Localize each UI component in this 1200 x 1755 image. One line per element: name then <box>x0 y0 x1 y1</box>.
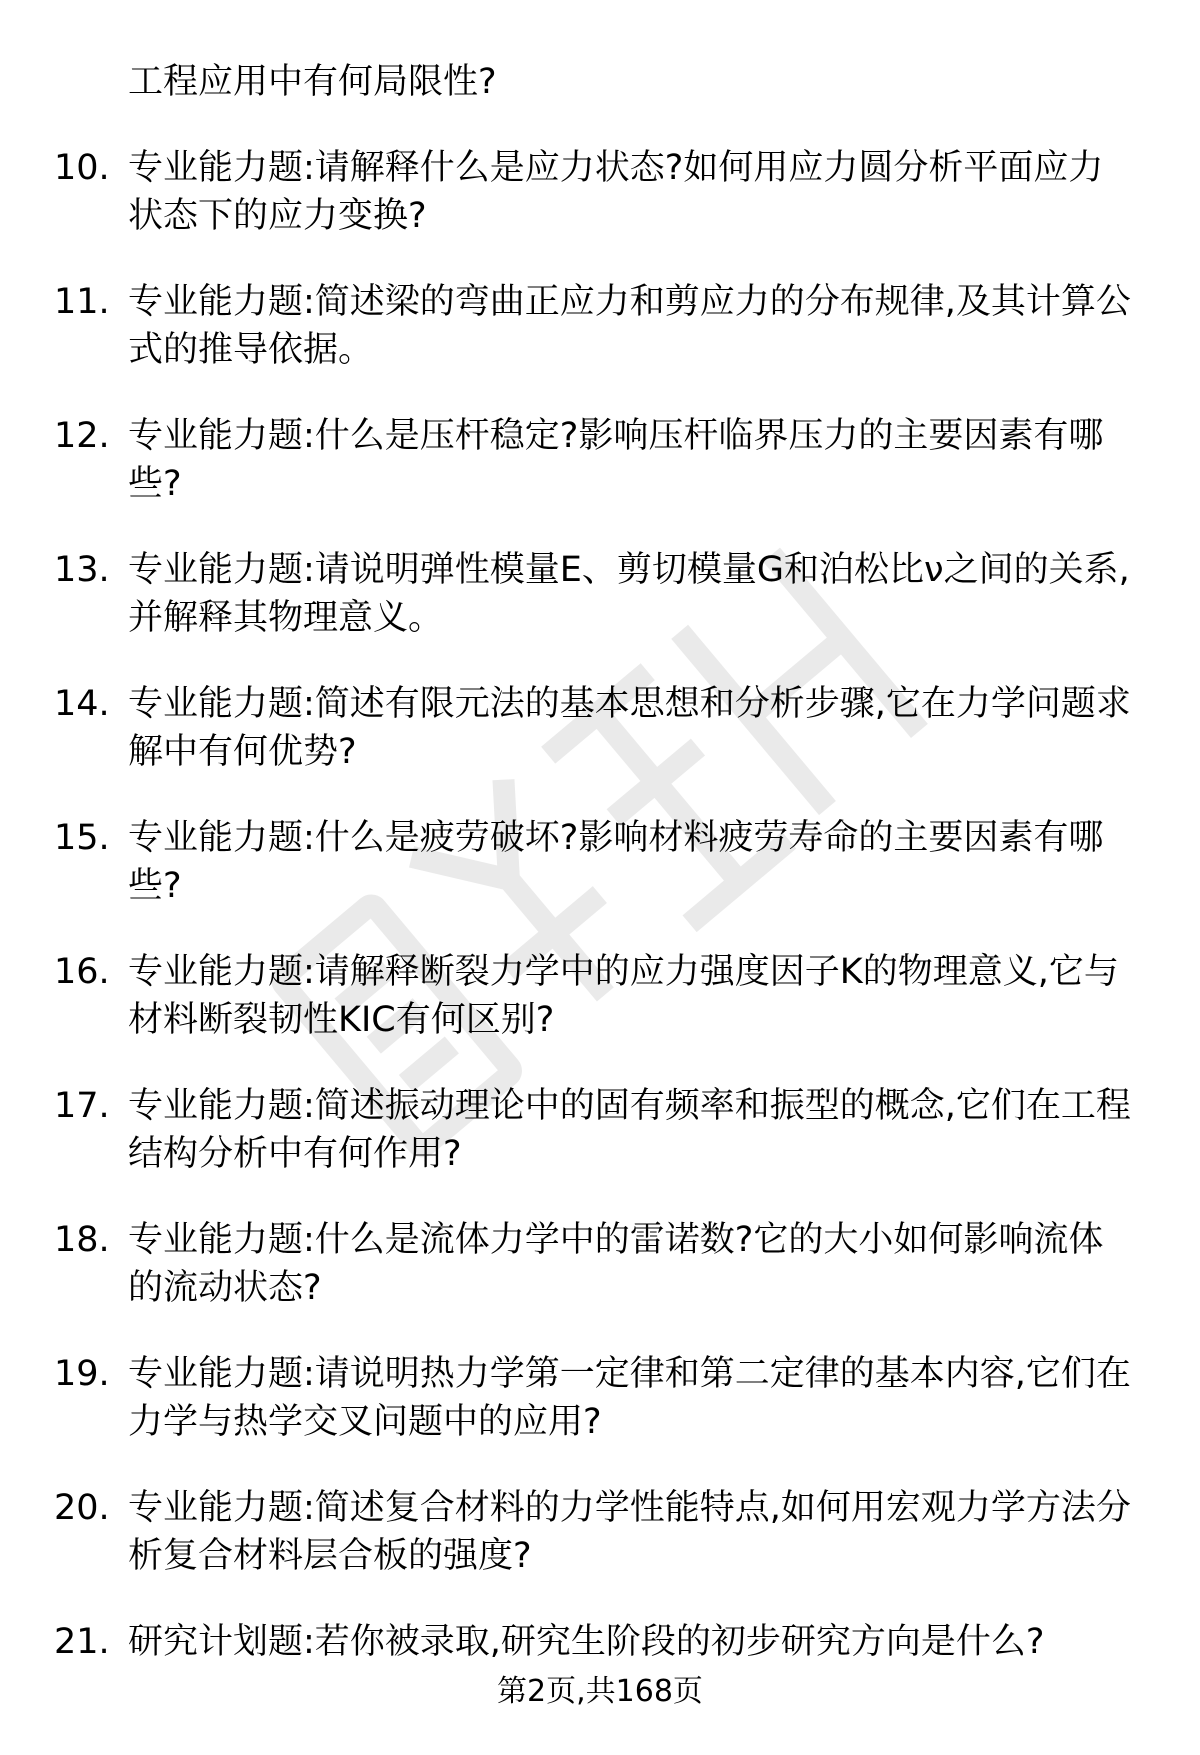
question-text: 专业能力题:请说明弹性模量E、剪切模量G和泊松比ν之间的关系,并解释其物理意义。 <box>128 550 1130 638</box>
question-text: 专业能力题:什么是疲劳破坏?影响材料疲劳寿命的主要因素有哪些? <box>128 818 1104 906</box>
question-text: 研究计划题:若你被录取,研究生阶段的初步研究方向是什么? <box>128 1622 1045 1662</box>
question-text: 专业能力题:什么是流体力学中的雷诺数?它的大小如何影响流体的流动状态? <box>128 1220 1104 1308</box>
question-item <box>0 1082 1200 1178</box>
question-text: 专业能力题:简述振动理论中的固有频率和振型的概念,它们在工程结构分析中有何作用? <box>128 1086 1131 1174</box>
question-text: 专业能力题:简述梁的弯曲正应力和剪应力的分布规律,及其计算公式的推导依据。 <box>128 282 1131 370</box>
question-number: 12. <box>54 416 110 456</box>
page-footer: 第2页,共168页 <box>497 1674 703 1709</box>
question-item <box>0 412 1200 508</box>
question-text: 专业能力题:请解释断裂力学中的应力强度因子K的物理意义,它与材料断裂韧性KIC有何区别? <box>128 952 1119 1040</box>
question-item <box>0 278 1200 374</box>
question-item <box>0 546 1200 642</box>
question-text: 专业能力题:简述有限元法的基本思想和分析步骤,它在力学问题求解中有何优势? <box>128 684 1131 772</box>
question-number: 14. <box>54 684 110 724</box>
question-item <box>0 144 1200 240</box>
question-item <box>0 1216 1200 1312</box>
question-number: 21. <box>54 1622 110 1662</box>
question-item <box>0 948 1200 1044</box>
question-item <box>0 814 1200 910</box>
question-text: 专业能力题:什么是压杆稳定?影响压杆临界压力的主要因素有哪些? <box>128 416 1104 504</box>
question-number: 19. <box>54 1354 110 1394</box>
question-number: 10. <box>54 148 110 188</box>
question-text: 专业能力题:简述复合材料的力学性能特点,如何用宏观力学方法分析复合材料层合板的强度? <box>128 1488 1131 1576</box>
question-number: 17. <box>54 1086 110 1126</box>
question-number: 16. <box>54 952 110 992</box>
question-text: 专业能力题:请说明热力学第一定律和第二定律的基本内容,它们在力学与热学交叉问题中的应用? <box>128 1354 1131 1442</box>
question-number: 11. <box>54 282 110 322</box>
question-number: 15. <box>54 818 110 858</box>
question-number: 20. <box>54 1488 110 1528</box>
question-item <box>0 1484 1200 1580</box>
question-number: 13. <box>54 550 110 590</box>
question-list <box>0 144 1200 1752</box>
question-item <box>0 1350 1200 1446</box>
question-text: 专业能力题:请解释什么是应力状态?如何用应力圆分析平面应力状态下的应力变换? <box>128 148 1104 236</box>
question-item <box>0 680 1200 776</box>
continuation-text: 工程应用中有何局限性? <box>128 62 497 102</box>
question-number: 18. <box>54 1220 110 1260</box>
